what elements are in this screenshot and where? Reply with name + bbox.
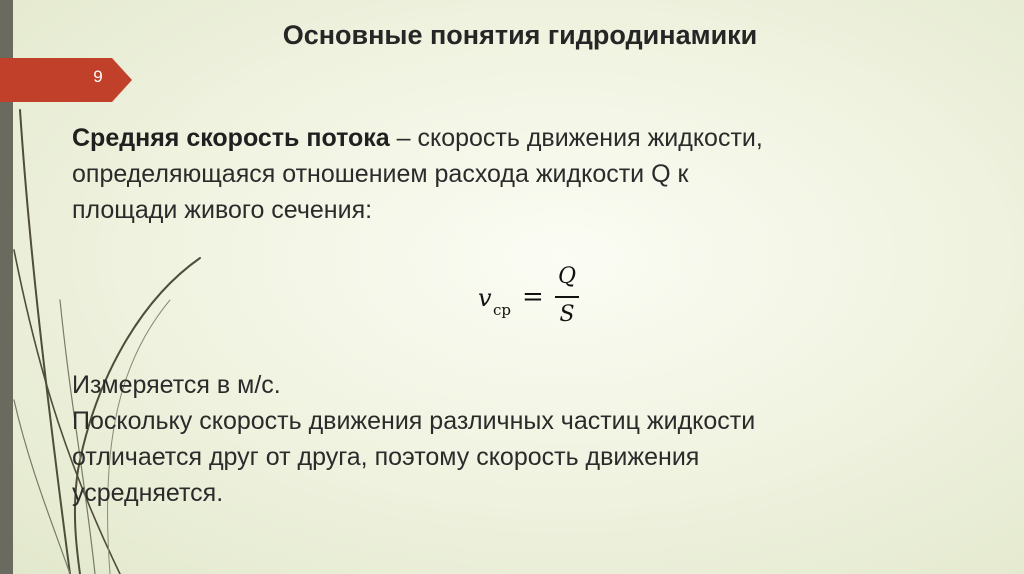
notes-paragraph [72, 367, 992, 511]
definition-line-3: площади живого сечения: [72, 196, 373, 224]
definition-paragraph [72, 120, 972, 228]
fraction-bar [555, 296, 579, 298]
notes-line-1: Измеряется в м/с. [72, 371, 281, 399]
formula-numerator: Q [557, 264, 577, 289]
formula-equals: = [522, 282, 544, 312]
definition-line-1: – скорость движения жидкости, [389, 124, 763, 152]
slide-title: Основные понятия гидродинамики [282, 20, 758, 50]
notes-line-3: отличается друг от друга, поэтому скорость движения [72, 443, 700, 471]
formula-variable: v [478, 284, 492, 312]
notes-line-2: Поскольку скорость движения различных частиц жидкости [72, 407, 756, 435]
notes-line-4: усредняется. [72, 479, 224, 507]
velocity-formula [470, 262, 610, 342]
slide-number: 9 [93, 67, 103, 86]
formula-subscript: ср [493, 301, 512, 319]
slide-number-badge [0, 58, 132, 102]
definition-term: Средняя скорость потока [72, 124, 390, 152]
definition-line-2: определяющаяся отношением расхода жидкости Q к [72, 160, 689, 188]
formula-denominator: S [559, 302, 575, 327]
